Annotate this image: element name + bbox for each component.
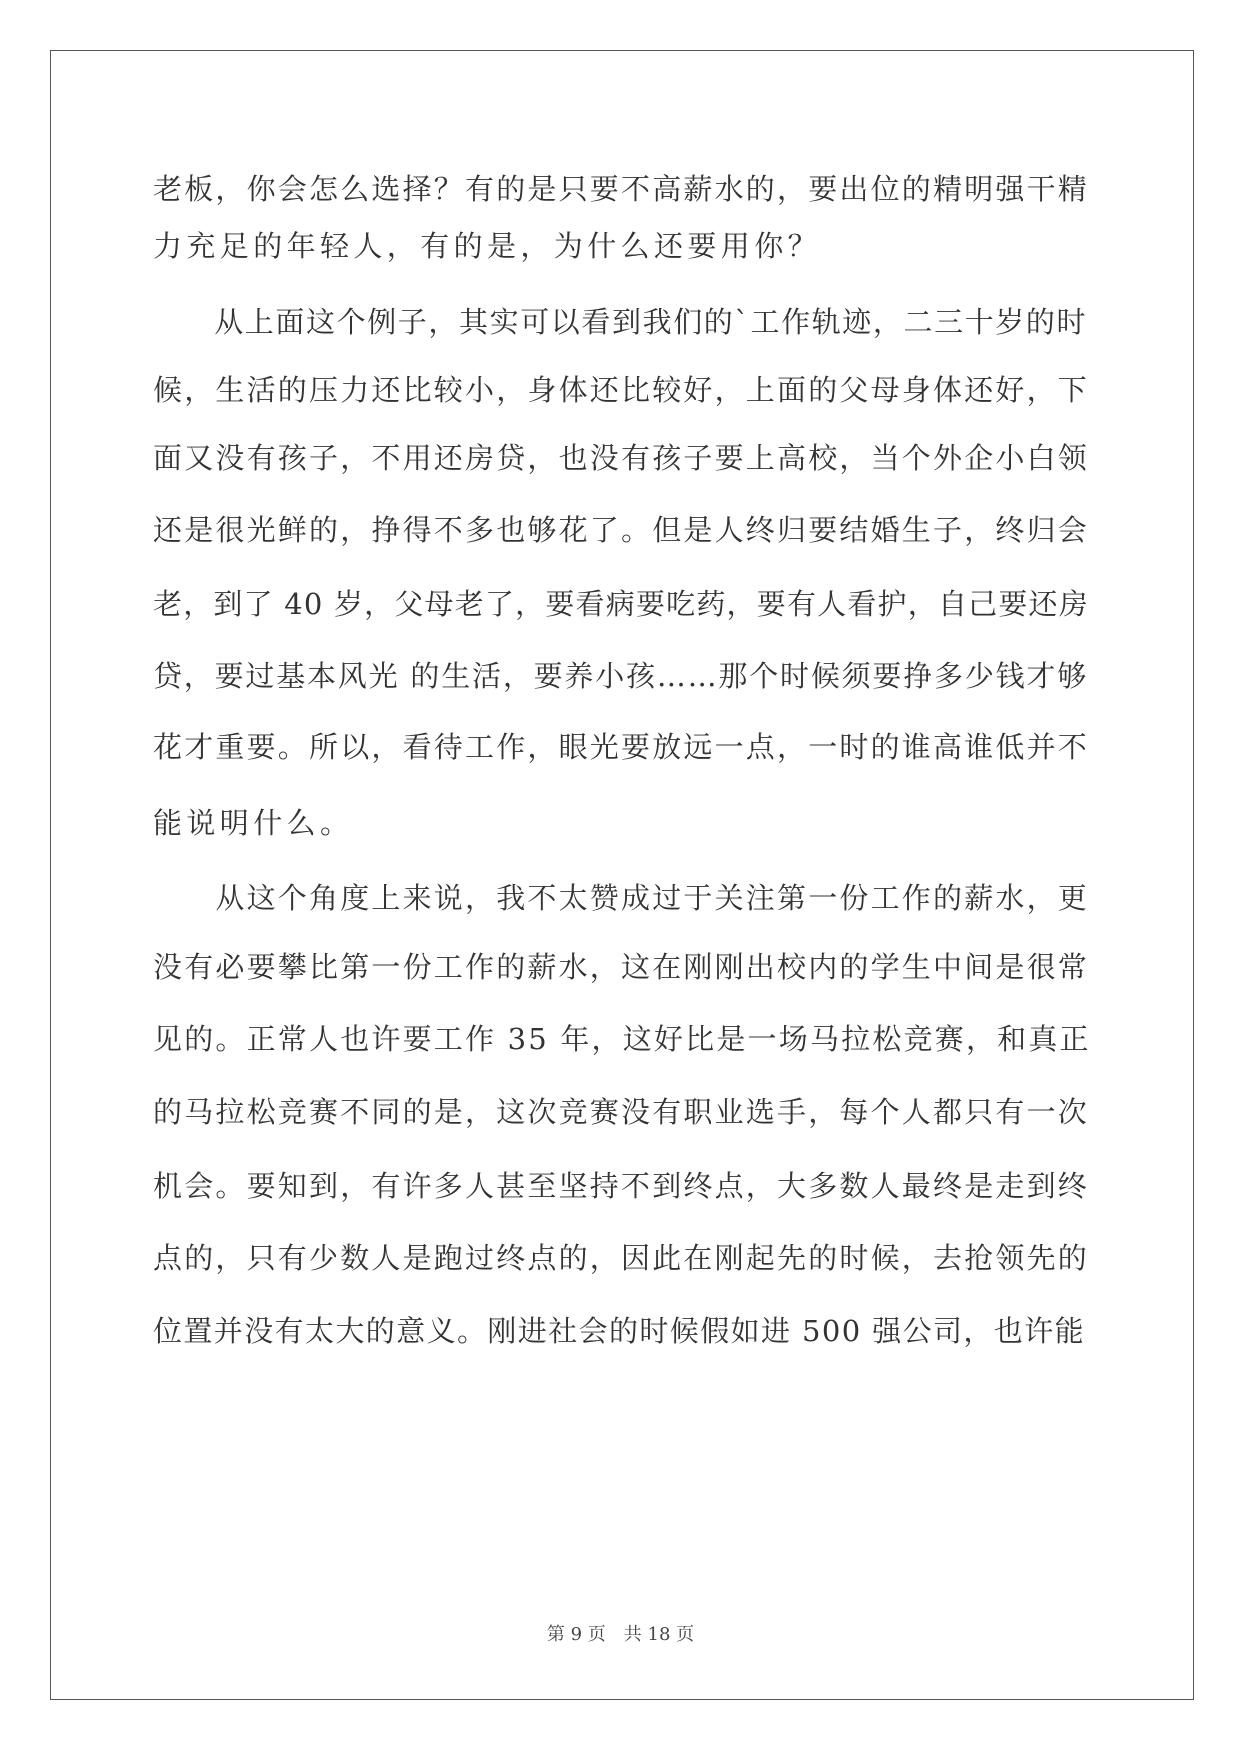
body-text-line: 面又没有孩子，不用还房贷，也没有孩子要上高校，当个外企小白领 (153, 441, 1090, 475)
body-text-line: 能说明什么。 (153, 806, 354, 840)
body-text-line: 没有必要攀比第一份工作的薪水，这在刚刚出校内的学生中间是很常 (153, 950, 1090, 984)
page-number-footer: 第 9 页 共 18 页 (546, 1624, 695, 1645)
body-text-line: 还是很光鲜的，挣得不多也够花了。但是人终归要结婚生子，终归会 (153, 513, 1090, 547)
body-text-line: 从上面这个例子，其实可以看到我们的`工作轨迹，二三十岁的时 (153, 305, 1088, 339)
body-text-line: 从这个角度上来说，我不太赞成过于关注第一份工作的薪水，更 (153, 881, 1090, 915)
body-text-line: 力充足的年轻人，有的是，为什么还要用你？ (153, 229, 822, 263)
body-text-line: 机会。要知到，有许多人甚至坚持不到终点，大多数人最终是走到终 (153, 1169, 1090, 1203)
body-text-line: 点的，只有少数人是跑过终点的，因此在刚起先的时候，去抢领先的 (153, 1241, 1090, 1275)
page-border (50, 50, 1194, 1700)
body-text-line: 见的。正常人也许要工作 35 年，这好比是一场马拉松竞赛，和真正 (153, 1022, 1091, 1056)
body-text-line: 的马拉松竞赛不同的是，这次竞赛没有职业选手，每个人都只有一次 (153, 1095, 1090, 1129)
body-text-line: 贷，要过基本风光 的生活，要养小孩……那个时候须要挣多少钱才够 (153, 659, 1089, 693)
body-text-line: 老，到了 40 岁，父母老了，要看病要吃药，要有人看护，自己要还房 (153, 587, 1089, 621)
body-text-line: 候，生活的压力还比较小，身体还比较好，上面的父母身体还好，下 (153, 373, 1090, 407)
body-text-line: 位置并没有太大的意义。刚进社会的时候假如进 500 强公司，也许能 (153, 1314, 1085, 1348)
body-text-line: 老板，你会怎么选择？有的是只要不高薪水的，要出位的精明强干精 (153, 172, 1090, 206)
body-text-line: 花才重要。所以，看待工作，眼光要放远一点，一时的谁高谁低并不 (153, 730, 1090, 764)
